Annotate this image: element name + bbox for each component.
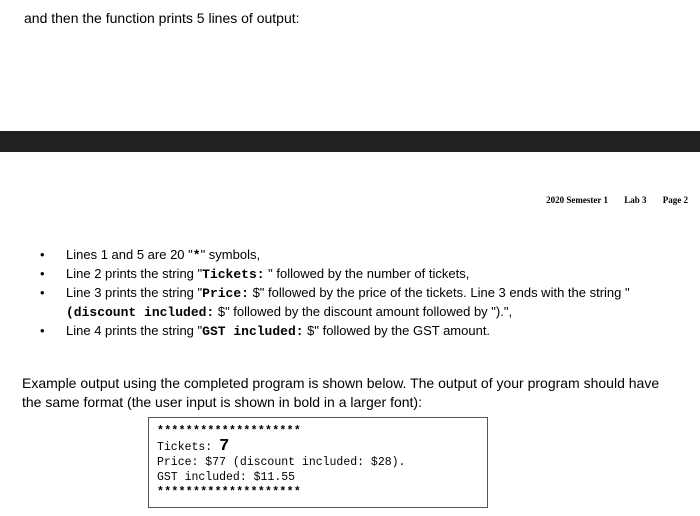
tickets-user-input: 7	[219, 437, 230, 456]
bullet-text: Line 4 prints the string "	[66, 323, 203, 338]
header-page: Page 2	[662, 195, 688, 205]
tickets-line	[157, 439, 405, 455]
list-item	[40, 246, 690, 265]
list-item	[40, 265, 690, 284]
list-item	[40, 322, 690, 341]
bullet-text: $" followed by the price of the tickets. Line 3 ends with the string "	[248, 285, 630, 300]
code-snippet: Tickets:	[202, 267, 265, 282]
bullet-icon: •	[40, 285, 45, 300]
list-item	[40, 284, 690, 322]
header-semester: 2020 Semester 1	[546, 195, 608, 205]
tickets-label: Tickets:	[157, 441, 220, 454]
example-output	[157, 424, 405, 500]
bullet-text: " symbols,	[200, 247, 261, 262]
code-snippet: (discount included:	[66, 305, 215, 320]
bullet-icon: •	[40, 247, 45, 262]
page-divider-bar	[0, 131, 700, 152]
intro-text: and then the function prints 5 lines of output:	[24, 10, 300, 26]
stars-line: ********************	[157, 425, 302, 438]
example-output-box	[148, 417, 488, 508]
bullet-text: $" followed by the discount amount followed by ").",	[214, 304, 513, 319]
bullet-text: Line 3 prints the string "	[66, 285, 203, 300]
bullet-icon: •	[40, 266, 45, 281]
example-paragraph: Example output using the completed program is shown below. The output of your program should have the same format (the user input is shown in bold in a larger font):	[22, 375, 660, 410]
bullet-icon: •	[40, 323, 45, 338]
page-header	[532, 195, 688, 205]
stars-line: ********************	[157, 486, 302, 499]
bullet-text: $" followed by the GST amount.	[303, 323, 491, 338]
code-snippet: Price:	[202, 286, 249, 301]
code-snippet: *	[192, 248, 201, 263]
bullet-text: Lines 1 and 5 are 20 "	[66, 247, 193, 262]
gst-line: GST included: $11.55	[157, 471, 296, 484]
header-lab: Lab 3	[624, 195, 647, 205]
output-rules-list	[40, 246, 690, 341]
price-line: Price: $77 (discount included: $28).	[157, 456, 406, 469]
bullet-text: " followed by the number of tickets,	[264, 266, 470, 281]
bullet-text: Line 2 prints the string "	[66, 266, 203, 281]
code-snippet: GST included:	[202, 324, 304, 339]
